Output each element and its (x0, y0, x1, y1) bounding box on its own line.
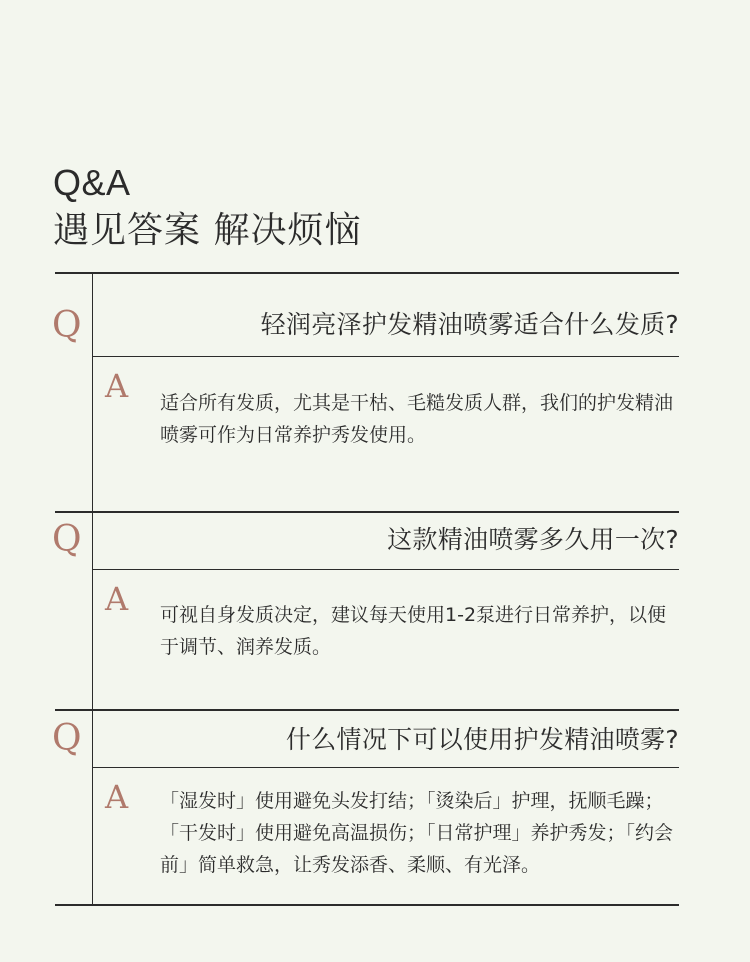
qa-divider-inner (92, 356, 679, 357)
qa-divider-bottom (55, 904, 679, 906)
answer-mark-icon: A (105, 580, 129, 618)
question-mark-icon: Q (52, 519, 82, 560)
qa-divider-top (55, 272, 679, 274)
heading-cn: 遇见答案 解决烦恼 (53, 210, 362, 251)
question-2: 这款精油喷雾多久用一次? (387, 525, 679, 554)
qa-divider (55, 511, 679, 513)
answer-mark-icon: A (105, 778, 129, 816)
question-mark-icon: Q (52, 718, 82, 759)
qa-divider-inner (92, 569, 679, 570)
qa-divider-inner (92, 767, 679, 768)
question-1: 轻润亮泽护发精油喷雾适合什么发质? (260, 310, 679, 339)
qa-divider (55, 709, 679, 711)
heading-en: Q&A (53, 162, 131, 203)
qa-vertical-rule (92, 272, 93, 906)
question-3: 什么情况下可以使用护发精油喷雾? (285, 725, 679, 754)
page-heading (53, 160, 361, 256)
qa-list (52, 272, 679, 906)
answer-3: 「湿发时」使用避免头发打结；「烫染后」护理，抚顺毛躁；「干发时」使用避免高温损伤；「日常护理」养护秀发；「约会前」简单救急，让秀发添香、柔顺、有光泽。 (160, 790, 674, 876)
question-mark-icon: Q (52, 305, 82, 346)
answer-2: 可视自身发质决定，建议每天使用1-2泵进行日常养护，以便于调节、润养发质。 (160, 604, 667, 658)
answer-mark-icon: A (105, 367, 129, 405)
answer-1: 适合所有发质，尤其是干枯、毛糙发质人群，我们的护发精油喷雾可作为日常养护秀发使用。 (160, 392, 674, 446)
